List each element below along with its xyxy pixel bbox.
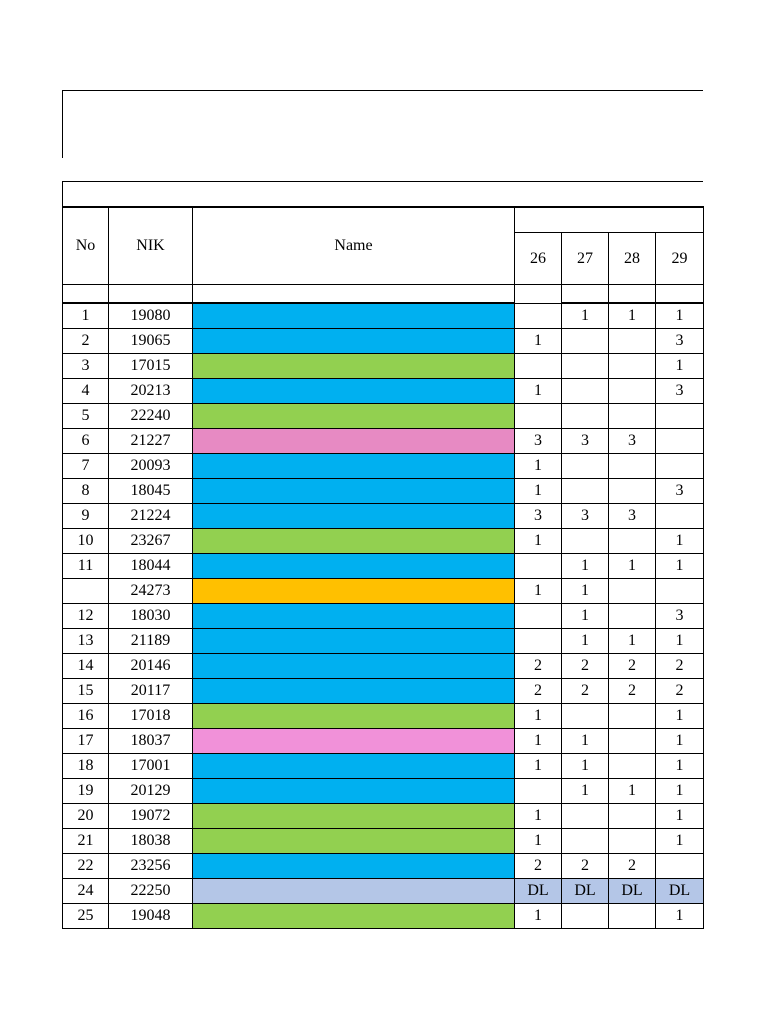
- cell-day-28: [609, 829, 656, 854]
- cell-day-26: [515, 303, 562, 329]
- cell-name-highlight: [193, 904, 515, 929]
- table-row: [63, 904, 704, 929]
- cell-day-29: 1: [656, 729, 704, 754]
- cell-no: 11: [63, 554, 109, 579]
- cell-day-27: 1: [562, 629, 609, 654]
- cell-name-highlight: [193, 629, 515, 654]
- cell-day-28: [609, 379, 656, 404]
- table-row: [63, 579, 704, 604]
- table-row: [63, 804, 704, 829]
- cell-day-26: 1: [515, 904, 562, 929]
- cell-day-28: [609, 804, 656, 829]
- cell-day-27: [562, 904, 609, 929]
- cell-day-26: 2: [515, 654, 562, 679]
- cell-day-26: 1: [515, 704, 562, 729]
- cell-name-highlight: [193, 404, 515, 429]
- table-row: [63, 654, 704, 679]
- cell-day-29: 1: [656, 629, 704, 654]
- table-row: [63, 629, 704, 654]
- cell-name-highlight: [193, 829, 515, 854]
- cell-day-26: 1: [515, 479, 562, 504]
- cell-nik: 19065: [109, 329, 193, 354]
- cell-nik: 22250: [109, 879, 193, 904]
- cell-name-highlight: [193, 329, 515, 354]
- cell-nik: 20213: [109, 379, 193, 404]
- table-row: [63, 454, 704, 479]
- cell-day-26: 1: [515, 454, 562, 479]
- cell-day-28: 1: [609, 303, 656, 329]
- cell-nik: 23267: [109, 529, 193, 554]
- cell-nik: 18038: [109, 829, 193, 854]
- cell-day-28: 2: [609, 854, 656, 879]
- cell-nik: 21189: [109, 629, 193, 654]
- cell-day-26: [515, 629, 562, 654]
- cell-day-29: [656, 454, 704, 479]
- cell-name-highlight: [193, 704, 515, 729]
- cell-no: 24: [63, 879, 109, 904]
- table-row: [63, 303, 704, 329]
- cell-day-27: [562, 379, 609, 404]
- cell-day-28: [609, 329, 656, 354]
- cell-day-27: 1: [562, 554, 609, 579]
- cell-day-26: [515, 354, 562, 379]
- cell-day-29: 3: [656, 329, 704, 354]
- cell-name-highlight: [193, 454, 515, 479]
- table-row: [63, 779, 704, 804]
- column-header-no: No: [63, 207, 109, 285]
- column-header-nik: NIK: [109, 207, 193, 285]
- cell-no: 19: [63, 779, 109, 804]
- cell-nik: 19072: [109, 804, 193, 829]
- cell-day-28: 3: [609, 504, 656, 529]
- cell-name-highlight: [193, 854, 515, 879]
- cell-no: 3: [63, 354, 109, 379]
- cell-name-highlight: [193, 679, 515, 704]
- cell-day-27: 1: [562, 579, 609, 604]
- cell-day-27: 1: [562, 754, 609, 779]
- table-row: [63, 729, 704, 754]
- cell-day-26: DL: [515, 879, 562, 904]
- cell-day-28: 1: [609, 779, 656, 804]
- table-row: [63, 479, 704, 504]
- cell-day-26: 1: [515, 829, 562, 854]
- cell-no: 14: [63, 654, 109, 679]
- report-subtitle-area: [62, 181, 703, 206]
- cell-no: 10: [63, 529, 109, 554]
- cell-day-29: 1: [656, 303, 704, 329]
- cell-day-27: 1: [562, 303, 609, 329]
- cell-nik: 18030: [109, 604, 193, 629]
- cell-no: 6: [63, 429, 109, 454]
- cell-nik: 20093: [109, 454, 193, 479]
- cell-nik: 22240: [109, 404, 193, 429]
- cell-no: 12: [63, 604, 109, 629]
- cell-day-28: [609, 754, 656, 779]
- cell-nik: 19080: [109, 303, 193, 329]
- table-row: [63, 704, 704, 729]
- table-row: [63, 429, 704, 454]
- cell-day-26: [515, 554, 562, 579]
- cell-day-27: [562, 829, 609, 854]
- cell-day-29: [656, 579, 704, 604]
- cell-day-28: [609, 354, 656, 379]
- cell-day-29: 1: [656, 904, 704, 929]
- cell-nik: 21224: [109, 504, 193, 529]
- cell-name-highlight: [193, 654, 515, 679]
- cell-day-27: [562, 804, 609, 829]
- cell-nik: 18045: [109, 479, 193, 504]
- column-header-day-28: 28: [609, 233, 656, 285]
- cell-no: 7: [63, 454, 109, 479]
- cell-nik: 17001: [109, 754, 193, 779]
- cell-day-27: DL: [562, 879, 609, 904]
- cell-no: 1: [63, 303, 109, 329]
- cell-day-29: 1: [656, 704, 704, 729]
- cell-nik: 20129: [109, 779, 193, 804]
- cell-day-28: [609, 404, 656, 429]
- cell-no: 25: [63, 904, 109, 929]
- report-title-area: [62, 90, 703, 158]
- cell-nik: 17018: [109, 704, 193, 729]
- cell-day-26: [515, 404, 562, 429]
- cell-day-29: 3: [656, 379, 704, 404]
- cell-day-29: [656, 504, 704, 529]
- header-spacer-row: [63, 285, 704, 304]
- cell-day-26: 3: [515, 504, 562, 529]
- table-row: [63, 879, 704, 904]
- cell-day-29: 1: [656, 554, 704, 579]
- cell-day-26: 1: [515, 329, 562, 354]
- cell-nik: 18044: [109, 554, 193, 579]
- cell-day-27: 1: [562, 729, 609, 754]
- cell-nik: 19048: [109, 904, 193, 929]
- cell-day-29: [656, 404, 704, 429]
- cell-day-28: 1: [609, 554, 656, 579]
- cell-nik: 24273: [109, 579, 193, 604]
- column-header-day-27: 27: [562, 233, 609, 285]
- cell-nik: 20117: [109, 679, 193, 704]
- cell-name-highlight: [193, 479, 515, 504]
- cell-name-highlight: [193, 604, 515, 629]
- cell-day-26: [515, 604, 562, 629]
- cell-no: 15: [63, 679, 109, 704]
- cell-day-28: 2: [609, 654, 656, 679]
- cell-day-29: 1: [656, 529, 704, 554]
- cell-day-29: [656, 429, 704, 454]
- table-row: [63, 379, 704, 404]
- cell-day-28: [609, 704, 656, 729]
- cell-nik: 18037: [109, 729, 193, 754]
- cell-day-28: 3: [609, 429, 656, 454]
- cell-day-26: 2: [515, 854, 562, 879]
- cell-day-29: 1: [656, 829, 704, 854]
- cell-day-27: [562, 329, 609, 354]
- cell-day-26: 1: [515, 579, 562, 604]
- cell-day-27: 1: [562, 604, 609, 629]
- table-row: [63, 854, 704, 879]
- cell-name-highlight: [193, 879, 515, 904]
- cell-day-27: 2: [562, 679, 609, 704]
- cell-day-27: [562, 529, 609, 554]
- cell-day-28: [609, 529, 656, 554]
- cell-nik: 23256: [109, 854, 193, 879]
- cell-day-26: 1: [515, 379, 562, 404]
- table-row: [63, 829, 704, 854]
- cell-no: 5: [63, 404, 109, 429]
- cell-day-28: [609, 604, 656, 629]
- cell-day-29: 3: [656, 479, 704, 504]
- cell-name-highlight: [193, 804, 515, 829]
- cell-day-26: 1: [515, 729, 562, 754]
- cell-day-29: 1: [656, 754, 704, 779]
- cell-day-29: DL: [656, 879, 704, 904]
- cell-no: 8: [63, 479, 109, 504]
- cell-day-27: 2: [562, 854, 609, 879]
- cell-no: 2: [63, 329, 109, 354]
- cell-nik: 21227: [109, 429, 193, 454]
- cell-day-28: [609, 579, 656, 604]
- table-row: [63, 354, 704, 379]
- cell-day-28: 2: [609, 679, 656, 704]
- table-row: [63, 754, 704, 779]
- cell-no: 21: [63, 829, 109, 854]
- cell-no: [63, 579, 109, 604]
- cell-no: 13: [63, 629, 109, 654]
- cell-day-29: 1: [656, 354, 704, 379]
- cell-day-27: [562, 479, 609, 504]
- cell-no: 16: [63, 704, 109, 729]
- table-row: [63, 679, 704, 704]
- cell-day-28: [609, 904, 656, 929]
- cell-day-28: [609, 454, 656, 479]
- cell-name-highlight: [193, 779, 515, 804]
- table-row: [63, 329, 704, 354]
- cell-name-highlight: [193, 754, 515, 779]
- cell-day-29: 2: [656, 654, 704, 679]
- cell-day-27: [562, 704, 609, 729]
- cell-day-27: 3: [562, 429, 609, 454]
- cell-day-27: [562, 404, 609, 429]
- cell-day-27: [562, 354, 609, 379]
- table-row: [63, 404, 704, 429]
- cell-day-29: 1: [656, 779, 704, 804]
- cell-no: 9: [63, 504, 109, 529]
- cell-name-highlight: [193, 729, 515, 754]
- cell-name-highlight: [193, 579, 515, 604]
- cell-day-28: [609, 479, 656, 504]
- cell-day-29: 1: [656, 804, 704, 829]
- cell-day-28: 1: [609, 629, 656, 654]
- cell-day-29: 3: [656, 604, 704, 629]
- cell-day-29: [656, 854, 704, 879]
- cell-day-28: [609, 729, 656, 754]
- cell-day-27: 2: [562, 654, 609, 679]
- cell-day-29: 2: [656, 679, 704, 704]
- cell-no: 20: [63, 804, 109, 829]
- cell-day-26: 1: [515, 529, 562, 554]
- cell-name-highlight: [193, 504, 515, 529]
- cell-no: 22: [63, 854, 109, 879]
- cell-no: 4: [63, 379, 109, 404]
- cell-day-26: 3: [515, 429, 562, 454]
- cell-day-27: [562, 454, 609, 479]
- cell-day-26: 1: [515, 754, 562, 779]
- cell-name-highlight: [193, 554, 515, 579]
- column-header-date-group: [515, 207, 704, 233]
- cell-no: 17: [63, 729, 109, 754]
- cell-name-highlight: [193, 303, 515, 329]
- column-header-day-29: 29: [656, 233, 704, 285]
- cell-name-highlight: [193, 379, 515, 404]
- column-header-day-26: 26: [515, 233, 562, 285]
- attendance-table: [62, 206, 704, 929]
- cell-name-highlight: [193, 354, 515, 379]
- cell-name-highlight: [193, 429, 515, 454]
- table-row: [63, 504, 704, 529]
- cell-nik: 17015: [109, 354, 193, 379]
- cell-day-26: 2: [515, 679, 562, 704]
- cell-day-26: [515, 779, 562, 804]
- cell-name-highlight: [193, 529, 515, 554]
- table-row: [63, 529, 704, 554]
- column-header-name: Name: [193, 207, 515, 285]
- cell-day-28: DL: [609, 879, 656, 904]
- table-row: [63, 554, 704, 579]
- cell-nik: 20146: [109, 654, 193, 679]
- cell-no: 18: [63, 754, 109, 779]
- cell-day-27: 1: [562, 779, 609, 804]
- cell-day-27: 3: [562, 504, 609, 529]
- table-row: [63, 604, 704, 629]
- cell-day-26: 1: [515, 804, 562, 829]
